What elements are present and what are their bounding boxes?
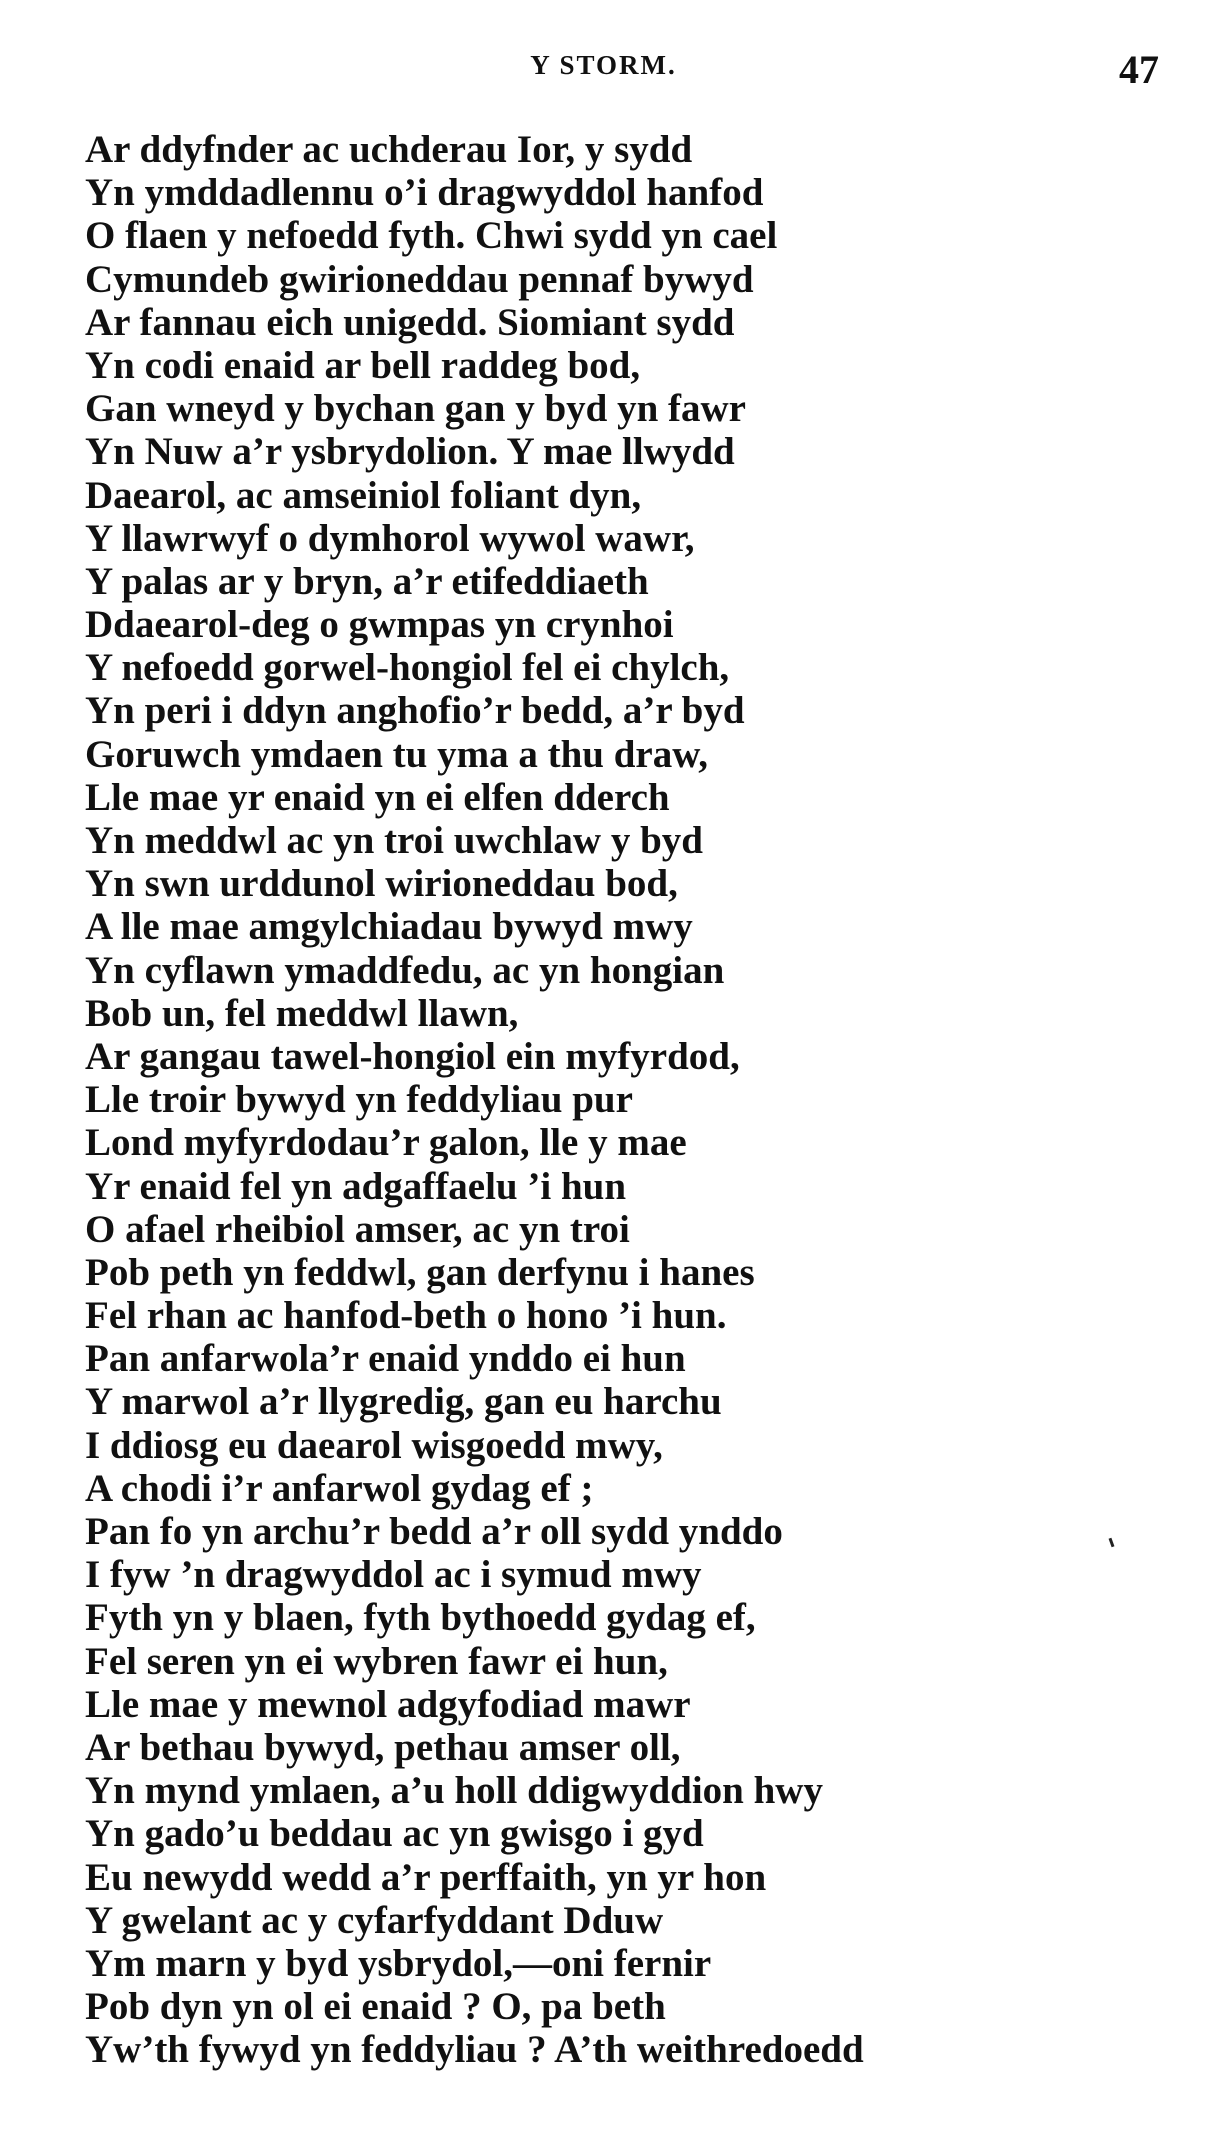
- poem-line: Daearol, ac amseiniol foliant dyn,: [85, 473, 642, 517]
- poem-line: Fyth yn y blaen, fyth bythoedd gydag ef,: [85, 1596, 756, 1640]
- poem-line: Lle troir bywyd yn feddyliau pur: [85, 1078, 633, 1122]
- poem-line: Ddaearol-deg o gwmpas yn crynhoi: [85, 603, 674, 647]
- poem-line: Lle mae y mewnol adgyfodiad mawr: [85, 1682, 691, 1726]
- poem-line: Pan fo yn archu’r bedd a’r oll sydd ynddo: [85, 1510, 783, 1553]
- poem-line: O afael rheibiol amser, ac yn troi: [85, 1207, 630, 1251]
- poem-line: Yn ymddadlennu o’i dragwyddol hanfod: [85, 171, 764, 215]
- poem-line: A lle mae amgylchiadau bywyd mwy: [85, 905, 693, 949]
- poem-line: Y gwelant ac y cyfarfyddant Dduw: [85, 1898, 664, 1942]
- poem-line: Fel seren yn ei wybren fawr ei hun,: [85, 1639, 668, 1683]
- poem-line: I fyw ’n dragwyddol ac i symud mwy: [85, 1553, 702, 1597]
- page-number: 47: [1119, 47, 1159, 92]
- poem-line: Yn swn urddunol wirioneddau bod,: [85, 862, 678, 906]
- poem-line: Ar bethau bywyd, pethau amser oll,: [85, 1725, 681, 1769]
- poem-line: Pob peth yn feddwl, gan derfynu i hanes: [85, 1250, 755, 1294]
- poem-line: Lond myfyrdodau’r galon, lle y mae: [85, 1121, 687, 1165]
- poem-line: Yr enaid fel yn adgaffaelu ’i hun: [85, 1164, 627, 1208]
- poem-line: Cymundeb gwirioneddau pennaf bywyd: [85, 257, 754, 301]
- poem-line: Yn peri i ddyn anghofio’r bedd, a’r byd: [85, 689, 745, 733]
- poem-line: Fel rhan ac hanfod-beth o hono ’i hun.: [85, 1294, 727, 1338]
- poem-line: Gan wneyd y bychan gan y byd yn fawr: [85, 387, 746, 431]
- running-head: [0, 47, 1207, 94]
- poem-line: Yn meddwl ac yn troi uwchlaw y byd: [85, 819, 703, 862]
- poem-line: Yw’th fywyd yn feddyliau ? A’th weithredoedd: [85, 2028, 864, 2072]
- poem-line: Yn gado’u beddau ac yn gwisgo i gyd: [85, 1812, 704, 1856]
- poem-line: Y nefoedd gorwel-hongiol fel ei chylch,: [85, 646, 730, 690]
- poem-line: O flaen y nefoedd fyth. Chwi sydd yn cael: [85, 214, 778, 258]
- poem-line: I ddiosg eu daearol wisgoedd mwy,: [85, 1423, 663, 1467]
- poem-line: Eu newydd wedd a’r perffaith, yn yr hon: [85, 1855, 767, 1899]
- poem-line: Ar gangau tawel-hongiol ein myfyrdod,: [85, 1034, 740, 1078]
- poem-line: Ar ddyfnder ac uchderau Ior, y sydd: [85, 128, 693, 171]
- poem-line: Pob dyn yn ol ei enaid ? O, pa beth: [85, 1985, 666, 2029]
- poem-line: Yn cyflawn ymaddfedu, ac yn hongian: [85, 948, 725, 992]
- poem-line: Y palas ar y bryn, a’r etifeddiaeth: [85, 559, 649, 603]
- poem-line: Yn Nuw a’r ysbrydolion. Y mae llwydd: [85, 430, 735, 474]
- poem-line: Lle mae yr enaid yn ei elfen dderch: [85, 775, 670, 819]
- poem-line: Ym marn y byd ysbrydol,—oni fernir: [85, 1941, 712, 1985]
- poem-line: Y llawrwyf o dymhorol wywol wawr,: [85, 516, 695, 560]
- poem-line: Yn codi enaid ar bell raddeg bod,: [85, 343, 641, 387]
- poem-line: Pan anfarwola’r enaid ynddo ei hun: [85, 1337, 686, 1381]
- poem-line: Goruwch ymdaen tu yma a thu draw,: [85, 732, 708, 776]
- running-title: Y STORM.: [530, 50, 677, 80]
- poem-line: Ar fannau eich unigedd. Siomiant sydd: [85, 300, 735, 344]
- poem-line: Yn mynd ymlaen, a’u holl ddigwyddion hwy: [85, 1769, 823, 1813]
- poem-line: Y marwol a’r llygredig, gan eu harchu: [85, 1380, 722, 1424]
- poem-line: A chodi i’r anfarwol gydag ef ;: [85, 1466, 594, 1510]
- poem-line: Bob un, fel meddwl llawn,: [85, 991, 519, 1035]
- poem-text: [85, 128, 1165, 2071]
